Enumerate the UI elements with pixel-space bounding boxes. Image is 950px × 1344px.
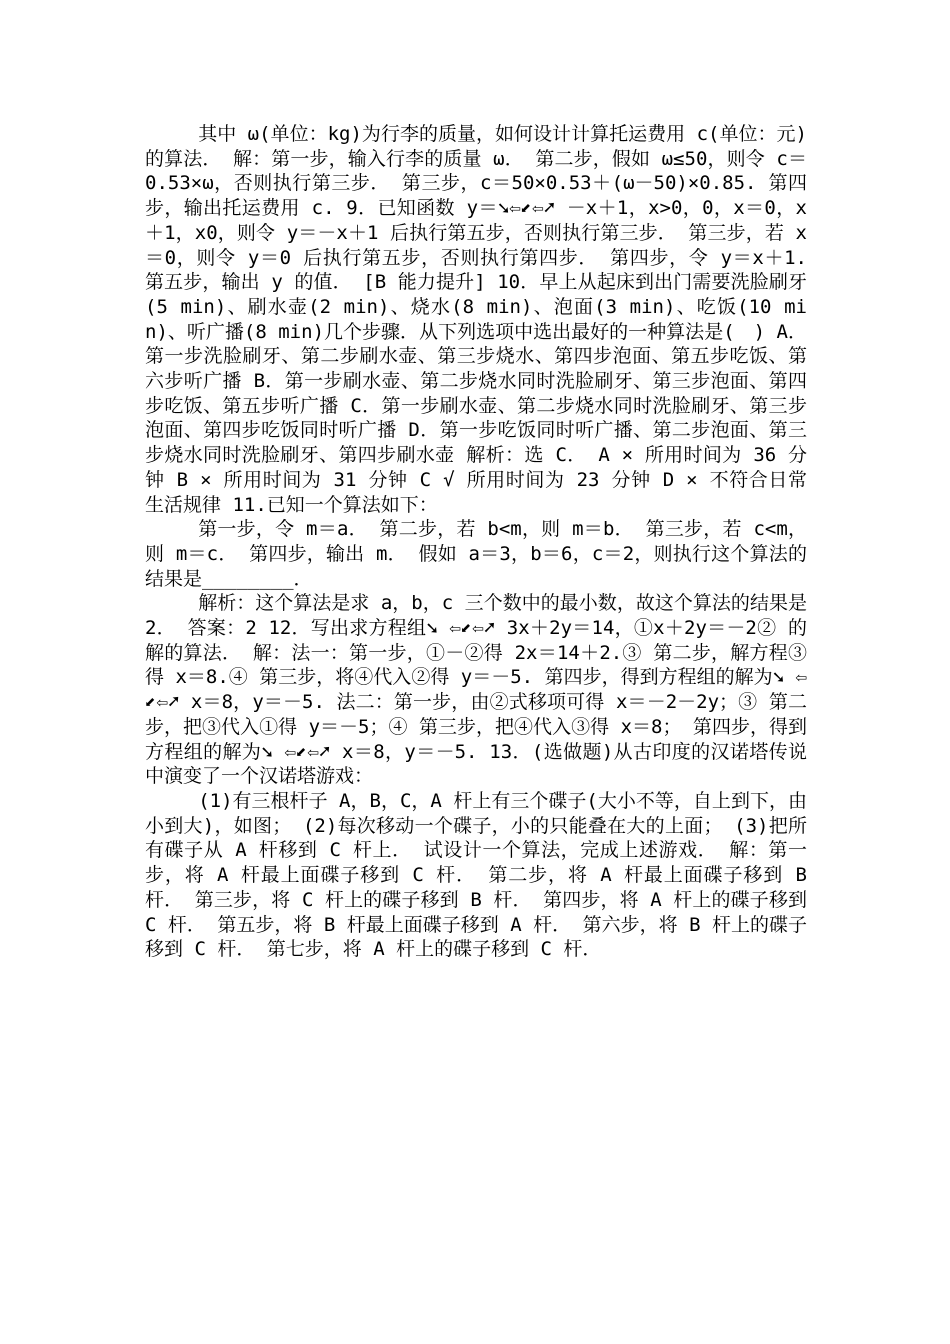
paragraph-3: 解析：这个算法是求 a，b，c 三个数中的最小数，故这个算法的结果是 2． 答案：2 12．写出求方程组➘ ⇦⬋⇦➚ 3x＋2y＝14，①x＋2y＝－2② 的解的算法． 解：法一：第一步，①－②得 2x＝14＋2.③ 第二步，解方程③得 x＝8.④ 第三步，将④代入②得 y＝－5. 第四步，得到方程组的解为➘ ⇦⬋⇦➚ x＝8，y＝－5. 法二：第一步，由②式移项可得 x＝－2－2y；③ 第二步，把③代入①得 y＝－5；④ 第三步，把④代入③得 x＝8； 第四步，得到方程组的解为➘ ⇦⬋⇦➚ x＝8，y＝－5. 13．(选做题)从古印度的汉诺塔传说中演变了一个汉诺塔游戏： [145,592,807,788]
paragraph-1: 其中 ω(单位：kg)为行李的质量，如何设计计算托运费用 c(单位：元)的算法． 解：第一步，输入行李的质量 ω． 第二步，假如 ω≤50，则令 c＝0.53×ω，否则执行第三步． 第三步，c＝50×0.53＋(ω－50)×0.85. 第四步，输出托运费用 c. 9．已知函数 y＝➘⇦⬋⇦➚ －x＋1，x>0，0，x＝0，x＋1，x0，则令 y＝－x＋1 后执行第五步，否则执行第三步． 第三步，若 x＝0，则令 y＝0 后执行第五步，否则执行第四步． 第四步，令 y＝x＋1. 第五步，输出 y 的值． [B 能力提升] 10．早上从起床到出门需要洗脸刷牙(5 min)、刷水壶(2 min)、烧水(8 min)、泡面(3 min)、吃饭(10 min)、听广播(8 min)几个步骤．从下列选项中选出最好的一种算法是( ) A．第一步洗脸刷牙、第二步刷水壶、第三步烧水、第四步泡面、第五步吃饭、第六步听广播 B．第一步刷水壶、第二步烧水同时洗脸刷牙、第三步泡面、第四步吃饭、第五步听广播 C．第一步刷水壶、第二步烧水同时洗脸刷牙、第三步泡面、第四步吃饭同时听广播 D．第一步吃饭同时听广播、第二步泡面、第三步烧水同时洗脸刷牙、第四步刷水壶 解析：选 C． A × 所用时间为 36 分钟 B × 所用时间为 31 分钟 C √ 所用时间为 23 分钟 D × 不符合日常生活规律 11.已知一个算法如下： [145,123,807,516]
document-page [145,122,807,962]
paragraph-4: (1)有三根杆子 A，B，C，A 杆上有三个碟子(大小不等，自上到下，由小到大)，如图； (2)每次移动一个碟子，小的只能叠在大的上面； (3)把所有碟子从 A 杆移到 C 杆上． 试设计一个算法，完成上述游戏． 解：第一步，将 A 杆最上面碟子移到 C 杆． 第二步，将 A 杆最上面碟子移到 B 杆． 第三步，将 C 杆上的碟子移到 B 杆． 第四步，将 A 杆上的碟子移到 C 杆． 第五步，将 B 杆最上面碟子移到 A 杆． 第六步，将 B 杆上的碟子移到 C 杆． 第七步，将 A 杆上的碟子移到 C 杆． [145,789,807,961]
paragraph-2: 第一步，令 m＝a． 第二步，若 b<m，则 m＝b． 第三步，若 c<m，则 m＝c． 第四步，输出 m． 假如 a＝3，b＝6，c＝2，则执行这个算法的结果是________． [145,518,807,590]
